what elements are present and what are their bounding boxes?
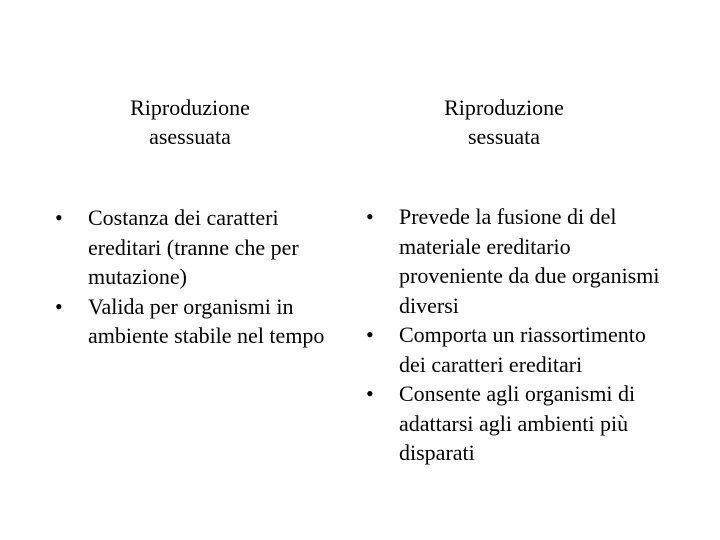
asexual-reproduction-list	[55, 203, 355, 351]
list-item: • Prevede la fusione di del materiale ereditario proveniente da due organismi diversi	[366, 202, 676, 320]
heading-line: Riproduzione	[444, 95, 564, 120]
list-item: • Valida per organismi in ambiente stabile nel tempo	[55, 292, 355, 351]
list-item: • Comporta un riassortimento dei caratteri ereditari	[366, 320, 676, 379]
sexual-reproduction-list	[366, 202, 676, 468]
heading-line: asessuata	[149, 124, 231, 149]
heading-sexual-reproduction	[374, 93, 634, 151]
heading-line: Riproduzione	[130, 95, 250, 120]
heading-asexual-reproduction	[60, 93, 320, 151]
list-item: • Costanza dei caratteri ereditari (tranne che per mutazione)	[55, 203, 355, 292]
heading-line: sessuata	[467, 124, 541, 149]
list-item: • Consente agli organismi di adattarsi agli ambienti più disparati	[366, 379, 676, 468]
